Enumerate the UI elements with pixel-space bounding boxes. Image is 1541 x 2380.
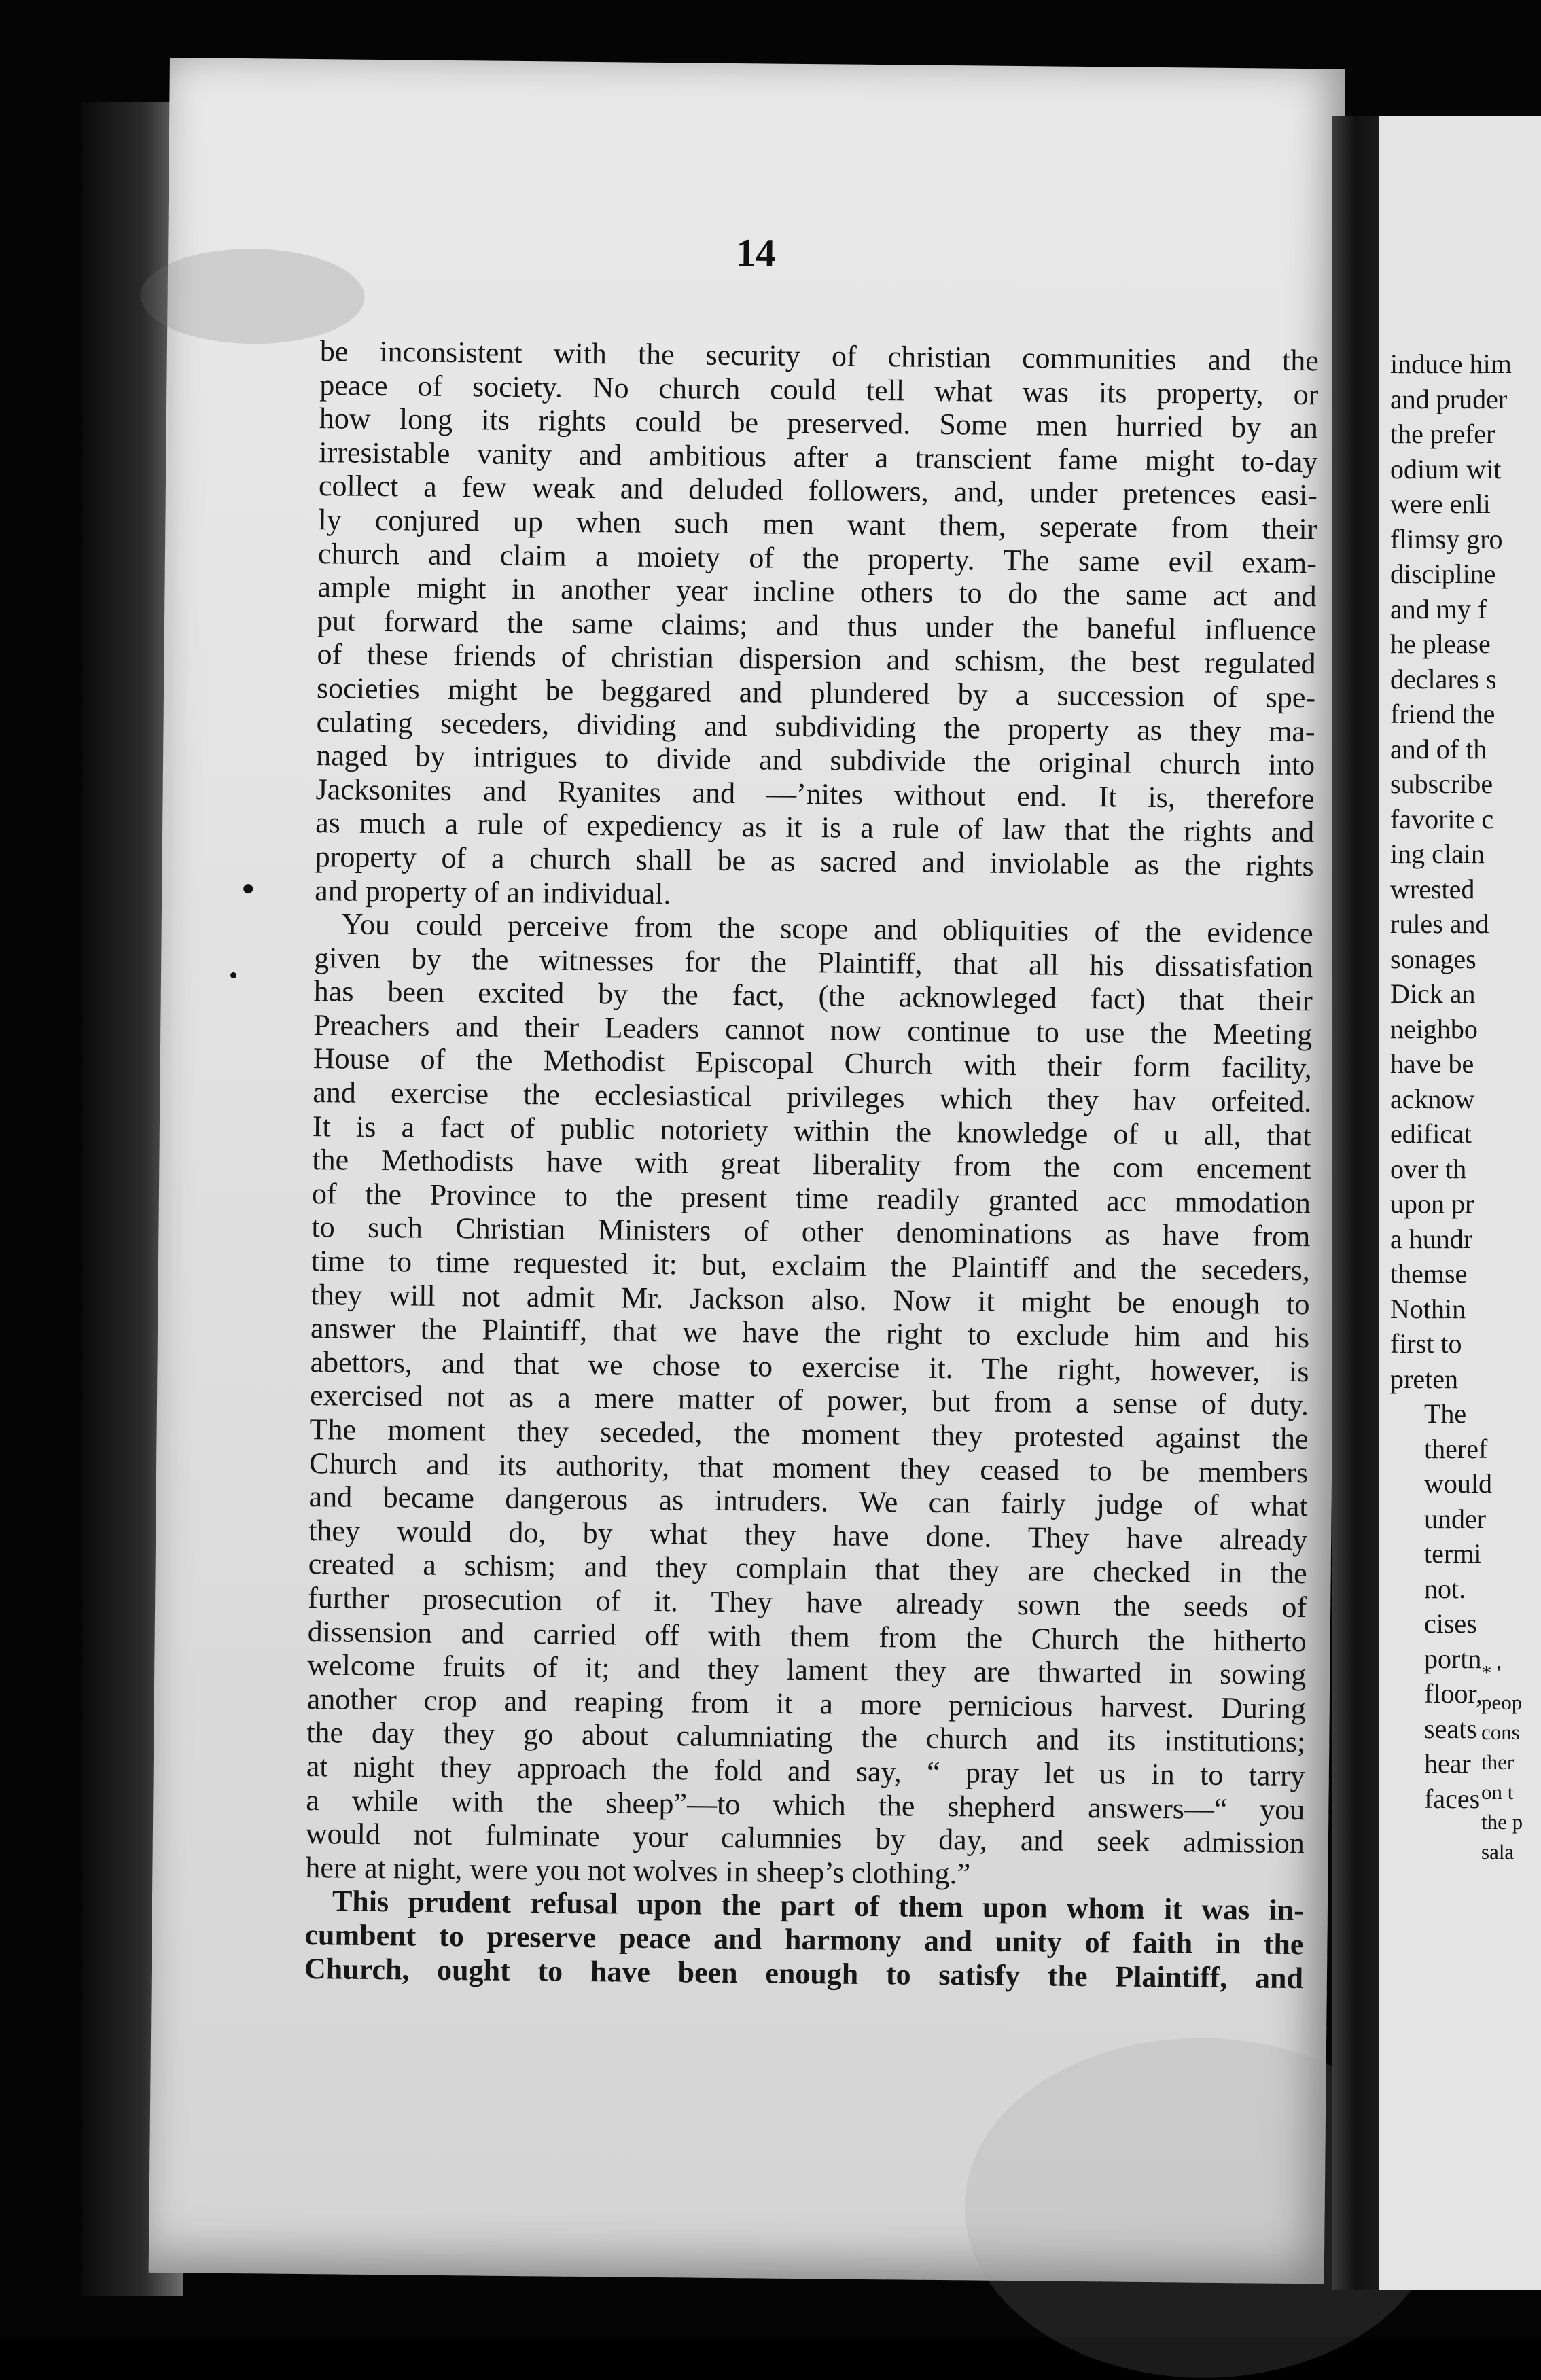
text-line: and pruder — [1390, 383, 1508, 414]
text-line: discipline — [1390, 558, 1496, 589]
footnote-line: sala — [1481, 1840, 1515, 1864]
text-line: of the Province to the present time readily granted acc mmodation — [311, 1176, 1311, 1220]
footnote-line: cons — [1481, 1720, 1520, 1744]
text-line: of these friends of christian dispersion and schism, the best regulated — [317, 637, 1316, 681]
text-line: upon pr — [1390, 1188, 1474, 1219]
text-line: sonages — [1390, 943, 1476, 974]
text-line: subscribe — [1390, 768, 1493, 799]
text-line: friend the — [1390, 698, 1495, 729]
left-page — [149, 58, 1345, 2284]
text-line: abettors, and that we chose to exercise it. The right, however, is — [310, 1345, 1309, 1388]
paragraph-start-line: This prudent refusal upon the part of them upon whom it was in- — [332, 1884, 1305, 1928]
text-line: wrested — [1390, 873, 1475, 904]
text-line: Nothin — [1390, 1293, 1466, 1324]
facing-page-text — [1390, 347, 1541, 1816]
text-line: Preachers and their Leaders cannot now continue to use the Meeting — [313, 1008, 1313, 1052]
text-line: Church, ought to have been enough to satisfy the Plaintiff, and — [304, 1951, 1304, 1995]
text-line: the prefer — [1390, 419, 1495, 449]
text-line: he please — [1390, 628, 1491, 659]
text-line: themse — [1390, 1258, 1468, 1289]
text-line: rules and — [1390, 908, 1489, 939]
text-line: exercised not as a mere matter of power, but from a sense of duty. — [309, 1379, 1309, 1422]
text-line: a hundr — [1390, 1223, 1473, 1254]
text-line: Dick an — [1390, 978, 1476, 1009]
text-line: given by the witnesses for the Plaintiff, that all his dissatisfation — [314, 940, 1313, 984]
text-line: cumbent to preserve peace and harmony and unity of faith in the — [304, 1917, 1304, 1961]
text-line: flimsy gro — [1390, 523, 1503, 554]
text-line: at night they approach the fold and say, “ pray let us in to tarry — [306, 1749, 1306, 1793]
text-line: over th — [1390, 1153, 1467, 1184]
text-line: welcome fruits of it; and they lament they are thwarted in sowing — [307, 1648, 1307, 1692]
text-line: faces — [1424, 1783, 1481, 1814]
text-line: and of th — [1390, 733, 1487, 764]
footnote-line: the p — [1481, 1810, 1523, 1834]
text-line: would not fulminate your calumnies by day, and seek admission — [305, 1817, 1305, 1860]
text-line: termi — [1424, 1538, 1482, 1569]
facing-page-footnotes — [1481, 1658, 1523, 1867]
text-line: culating seceders, dividing and subdividing the property as they ma- — [316, 705, 1315, 748]
text-line: Jacksonites and Ryanites and —’nites without end. It is, therefore — [315, 772, 1315, 815]
text-line: declares s — [1390, 663, 1497, 694]
text-line: peace of society. No church could tell what was its property, or — [319, 368, 1319, 411]
page-number: 14 — [735, 230, 776, 275]
text-line: collect a few weak and deluded followers, and, under pretences easi- — [318, 469, 1318, 512]
text-line: first to — [1390, 1328, 1462, 1359]
text-line: preten — [1390, 1363, 1458, 1394]
text-line: another crop and reaping from it a more pernicious harvest. During — [306, 1682, 1306, 1725]
text-line: created a schism; and they complain that they are checked in the — [308, 1547, 1307, 1591]
text-line: answer the Plaintiff, that we have the right to exclude him and his — [310, 1311, 1310, 1355]
text-line: favorite c — [1390, 803, 1494, 834]
margin-dot — [230, 972, 236, 978]
footnote-line: * ' — [1481, 1660, 1501, 1684]
text-line: be inconsistent with the security of christian communities and the — [319, 334, 1319, 378]
text-line: edificat — [1390, 1118, 1472, 1149]
text-line: acknow — [1390, 1083, 1475, 1114]
footnote-line: ther — [1481, 1750, 1515, 1774]
text-line: would — [1424, 1468, 1492, 1499]
text-line: were enli — [1390, 489, 1491, 519]
text-line: not. — [1424, 1573, 1466, 1604]
text-line: the day they go about calumniating the church and its institutions; — [306, 1716, 1306, 1759]
text-line: a while with the sheep”—to which the shepherd answers—“ you — [306, 1783, 1305, 1826]
text-line: time to time requested it: but, exclaim the Plaintiff and the seceders, — [311, 1244, 1311, 1287]
text-line: hear — [1424, 1748, 1471, 1779]
body-text — [304, 334, 1319, 1995]
text-line: church and claim a moiety of the property. The same evil exam- — [317, 536, 1317, 580]
text-line: have be — [1390, 1048, 1474, 1079]
text-line: irresistable vanity and ambitious after a transcient fame might to-day — [319, 435, 1318, 479]
text-line: floor, — [1424, 1678, 1483, 1709]
text-line: and became dangerous as intruders. We can fairly judge of what — [308, 1480, 1308, 1523]
text-line: and my f — [1390, 593, 1487, 624]
footnote-line: on t — [1481, 1780, 1514, 1804]
text-line: neighbo — [1390, 1013, 1478, 1044]
text-line: how long its rights could be preserved. Some men hurried by an — [319, 402, 1319, 445]
text-line: they will not admit Mr. Jackson also. Now it might be enough to — [311, 1277, 1310, 1321]
text-line: induce him — [1390, 349, 1512, 379]
text-line: ing clain — [1390, 838, 1485, 869]
text-line: dissension and carried off with them from the Church the hitherto — [307, 1614, 1307, 1658]
text-line: property of a church shall be as sacred and inviolable as the rights — [315, 840, 1314, 883]
text-line: ample might in another year incline others to do the same act and — [317, 570, 1317, 614]
text-line: put forward the same claims; and thus under the baneful influence — [317, 603, 1317, 647]
text-line: cises — [1424, 1608, 1477, 1639]
text-line: societies might be beggared and plundered by a succession of spe- — [316, 671, 1316, 715]
text-line: The moment they seceded, the moment they protested against the — [309, 1413, 1309, 1456]
text-line: further prosecution of it. They have already sown the seeds of — [308, 1581, 1307, 1624]
text-line: and exercise the ecclesiastical privileges which they hav orfeited. — [313, 1076, 1312, 1119]
text-line: and property of an individual. — [315, 873, 671, 910]
text-line: under — [1424, 1503, 1487, 1534]
margin-dot — [243, 884, 253, 893]
text-line: seats — [1424, 1713, 1477, 1744]
paragraph-start-line: You could perceive from the scope and obliquities of the evidence — [341, 907, 1313, 951]
text-line: ly conjured up when such men want them, seperate from their — [318, 503, 1317, 546]
text-line: The — [1424, 1398, 1467, 1429]
footnote-line: peop — [1481, 1690, 1523, 1714]
facing-page — [1379, 116, 1541, 2290]
text-line: to such Christian Ministers of other denominations as have from — [311, 1210, 1311, 1254]
text-line: has been excited by the fact, (the acknowleged fact) that their — [313, 974, 1313, 1018]
text-line: as much a rule of expediency as it is a rule of law that the rights and — [315, 806, 1315, 849]
text-line: Church and its authority, that moment they ceased to be members — [308, 1446, 1309, 1489]
book-gutter — [1332, 116, 1379, 2290]
text-line: House of the Methodist Episcopal Church with their form facility, — [313, 1042, 1313, 1085]
text-line: they would do, by what they have done. They have already — [308, 1513, 1308, 1557]
text-line: odium wit — [1390, 453, 1502, 484]
text-line: here at night, were you not wolves in sheep’s clothing.” — [305, 1850, 971, 1891]
text-line: portn — [1424, 1643, 1482, 1674]
text-line: It is a fact of public notoriety within the knowledge of u all, that — [312, 1109, 1312, 1152]
text-line: naged by intrigues to divide and subdivide the original church into — [315, 739, 1315, 782]
text-line: theref — [1424, 1433, 1488, 1464]
text-line: the Methodists have with great liberality from the com encement — [312, 1143, 1311, 1186]
